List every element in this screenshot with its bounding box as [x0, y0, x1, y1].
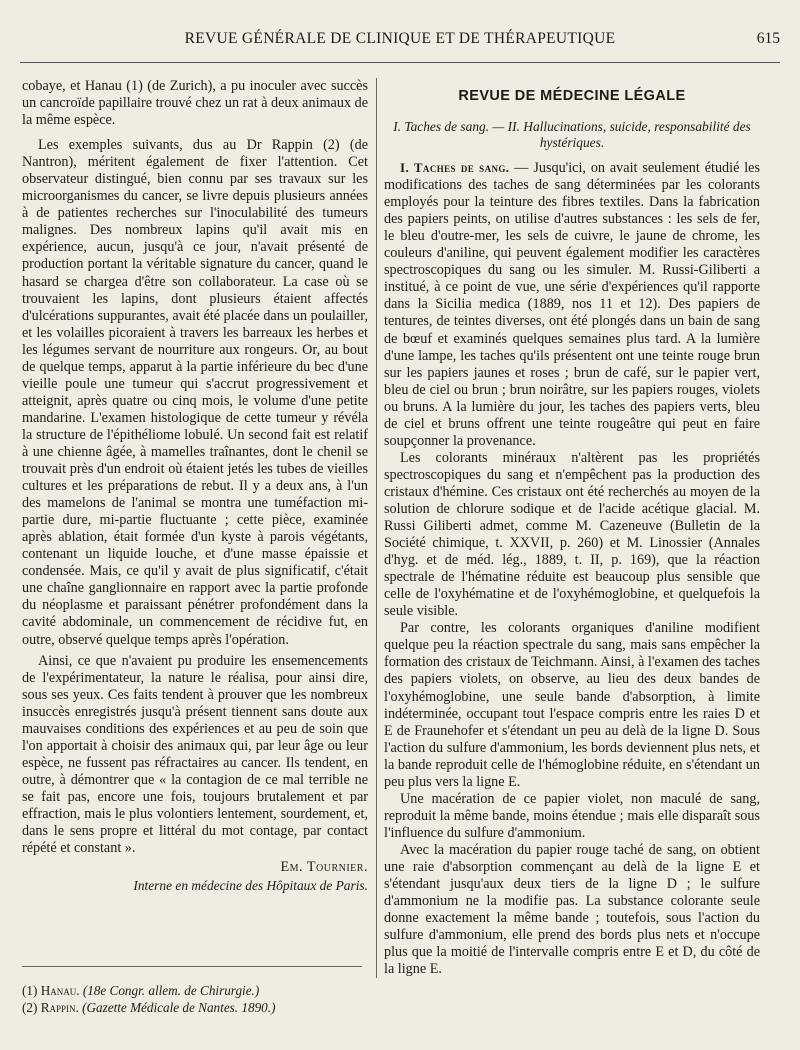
paragraph: Avec la macération du papier rouge taché de sang, on obtient une raie d'absorption commençant au delà de la ligne E et s'étendant jusqu'aux deux tiers de la ligne D ; le sulfure d'ammonium ne la modifie pas. La substance colorante seule donne exactement la même bande ; toutefois, sous l'action du sulfure d'ammonium, elle prend des bords plus nets et n'occupe plus que la moitié de l'intervalle compris entre E et D, du côté de la ligne E.: [384, 841, 760, 978]
paragraph: Les exemples suivants, dus au Dr Rappin (2) (de Nantron), méritent également de fixer l'attention. Cet observateur distingué, bien connu par ses travaux sur les microorganismes du cancer, se livre depuis plusieurs années à de patientes recherches sur l'inoculabilité des tumeurs malignes. Des nombreux lapins qu'il avait mis en expérience, aucun, jusqu'à ce jour, n'avait présenté de production portant la véritable signature du cancer, quand le hasard se chargea d'être son collaborateur. La case où se trouvaient les lapins, dont plusieurs étaient affectés d'ulcérations suppurantes, avait été placée dans un poulailler, et les volailles picoraient à travers les barreaux les herbes et les légumes servant de nourriture aux rongeurs. Or, au bout de quelque temps, apparut à la partie inférieure du bec d'une vieille poule une tumeur qui s'accrut progressivement et atteignit, après quatre ou cinq mois, le volume d'une petite mandarine. L'examen histologique de cette tumeur y révéla la structure de l'épithéliome lobulé. Un second fait est relatif à une chienne âgée, à mamelles traînantes, dont le chenil se trouvait près d'un endroit où étaient jetés les tubes de vieilles cultures et les préparations de rebut. Il y a deux ans, à l'un des mamelons de l'animal se montra une tuméfaction mi-partie dure, mi-partie fluctuante ; cette pièce, examinée après ablation, était formée d'un kyste à parois végétants, contenant un liquide louche, et d'une masse épaissie et condensée. Mais, ce qu'il y avait de plus significatif, c'était une chaîne ganglionnaire en rapport avec la partie profonde du néoplasme et paraissant pénétrer profondément dans la cavité abdominale, un commencement de récidive fut, en outre, observé quelque temps après l'opération.: [22, 137, 368, 648]
section-summary: I. Taches de sang. — II. Hallucinations, suicide, responsabilité des hystériques.: [393, 119, 751, 151]
footnote-author: Hanau.: [40, 983, 80, 998]
author-signature: Em. Tournier.: [280, 859, 368, 876]
subsection-heading: I. Taches de sang.: [400, 160, 510, 176]
paragraph: Par contre, les colorants organiques d'aniline modifient quelque peu la réaction spectrale du sang, mais sans empêcher la formation des cristaux de Teichmann. Ainsi, à l'examen des taches des papiers violets, on observe, au lieu des deux bandes de l'oxyhémoglobine, une seule bande d'absorption, à limite indéterminée, occupant tout l'espace compris entre les raies D et E de Fraunehofer et s'étendant un peu au delà de la ligne D. Sous l'action du sulfure d'ammonium, les bords deviennent plus nets, et la bande reproduit celle de l'hémoglobine réduite, en s'étendant un peu plus vers la ligne E.: [384, 620, 760, 790]
section-title: REVUE DE MÉDECINE LÉGALE: [458, 88, 686, 104]
page-number: 615: [756, 30, 780, 47]
running-header: [20, 30, 780, 52]
paragraph: cobaye, et Hanau (1) (de Zurich), a pu inoculer avec succès un cancroïde papillaire trouvé chez un rat à deux animaux de la même espèce.: [22, 78, 368, 129]
journal-title: REVUE GÉNÉRALE DE CLINIQUE ET DE THÉRAPEUTIQUE: [184, 30, 616, 47]
paragraph: Une macération de ce papier violet, non maculé de sang, reproduit la même bande, moins étendue ; mais elle disparaît sous l'influence du sulfure d'ammonium.: [384, 790, 760, 841]
footnote-marker: (2): [22, 1000, 38, 1015]
left-column: [22, 78, 368, 894]
footnote-rule: [22, 966, 362, 967]
paragraph: [384, 159, 760, 450]
footnote-author: Rappin.: [40, 1000, 79, 1015]
author-affiliation: Interne en médecine des Hôpitaux de Paris.: [133, 878, 368, 894]
footnotes: [22, 982, 368, 1016]
footnote-reference: (18e Congr. allem. de Chirurgie.): [82, 983, 260, 998]
footnote: [22, 999, 368, 1016]
paragraph: Les colorants minéraux n'altèrent pas les propriétés spectroscopiques du sang et n'empêchent pas la production des cristaux d'hémine. Ces cristaux ont été recherchés au moyen de la solution de chlorure sodique et de l'acide acétique glacial. M. Russi Giliberti admet, comme M. Cazeneuve (Bulletin de la Société chimique, t. XXVII, p. 260) et M. Linossier (Annales d'hyg. et de méd. lég., 1889, t. II, p. 169), que la réaction spectrale de l'hématine réduite est beaucoup plus sensible que celle de l'oxyhématine et de l'oxyhémoglobine, et quelquefois la seule visible.: [384, 449, 760, 620]
footnote-reference: (Gazette Médicale de Nantes. 1890.): [82, 1000, 276, 1015]
footnote-marker: (1): [22, 983, 38, 998]
footnote: [22, 982, 368, 999]
column-divider: [376, 78, 377, 978]
paragraph-text: — Jusqu'ici, on avait seulement étudié les modifications des taches de sang déterminées par les colorants employés pour la teinture des fibres textiles. Dans la fabrication des papiers peints, on utilise d'autres substances : les sels de fer, le bleu d'outre-mer, les sels de cuivre, le jaune de chrome, les couleurs d'aniline, qui peuvent également modifier les caractères spectroscopiques du sang ou les simuler. M. Russi-Giliberti a institué, à ce point de vue, une série d'expériences qu'il rapporte dans la Sicilia medica (1889, nos 11 et 12). Des papiers de tentures, de teintes diverses, ont été plongés dans un bain de sang de bœuf et examinés quelques semaines plus tard. A la lumière d'une lampe, les taches qu'ils présentent ont une teinte rouge brun sur les papiers jaunes et roses ; brun de café, sur le papier vert, bleu de ciel ou brun ; brun noirâtre, sur les papiers rouges, violets ou bruns. A la lumière du jour, les taches des papiers verts, bleu de ciel et bruns offrent une teinte rougeâtre qui peut en faire soupçonner la provenance.: [384, 160, 760, 449]
paragraph: Ainsi, ce que n'avaient pu produire les ensemencements de l'expérimentateur, la nature le réalisa, pour ainsi dire, sous ses yeux. Ces faits tendent à prouver que les nombreux insuccès enregistrés jusqu'à présent tiennent sans doute aux mauvaises conditions des expériences et au peu de soin que l'on apportait à choisir des animaux qui, par leur âge ou leur espèce, ne fussent pas réfractaires au cancer. Ils tendent, en outre, à démontrer que « la contagion de ce mal terrible ne se fait pas, encore une fois, toujours brutalement et par effraction, mais le plus volontiers lentement, sourdement, et, dans le sens propre et littéral du mot contage, par contact répété et constant ».: [22, 652, 368, 857]
right-column: [384, 78, 760, 978]
header-rule: [20, 62, 780, 63]
